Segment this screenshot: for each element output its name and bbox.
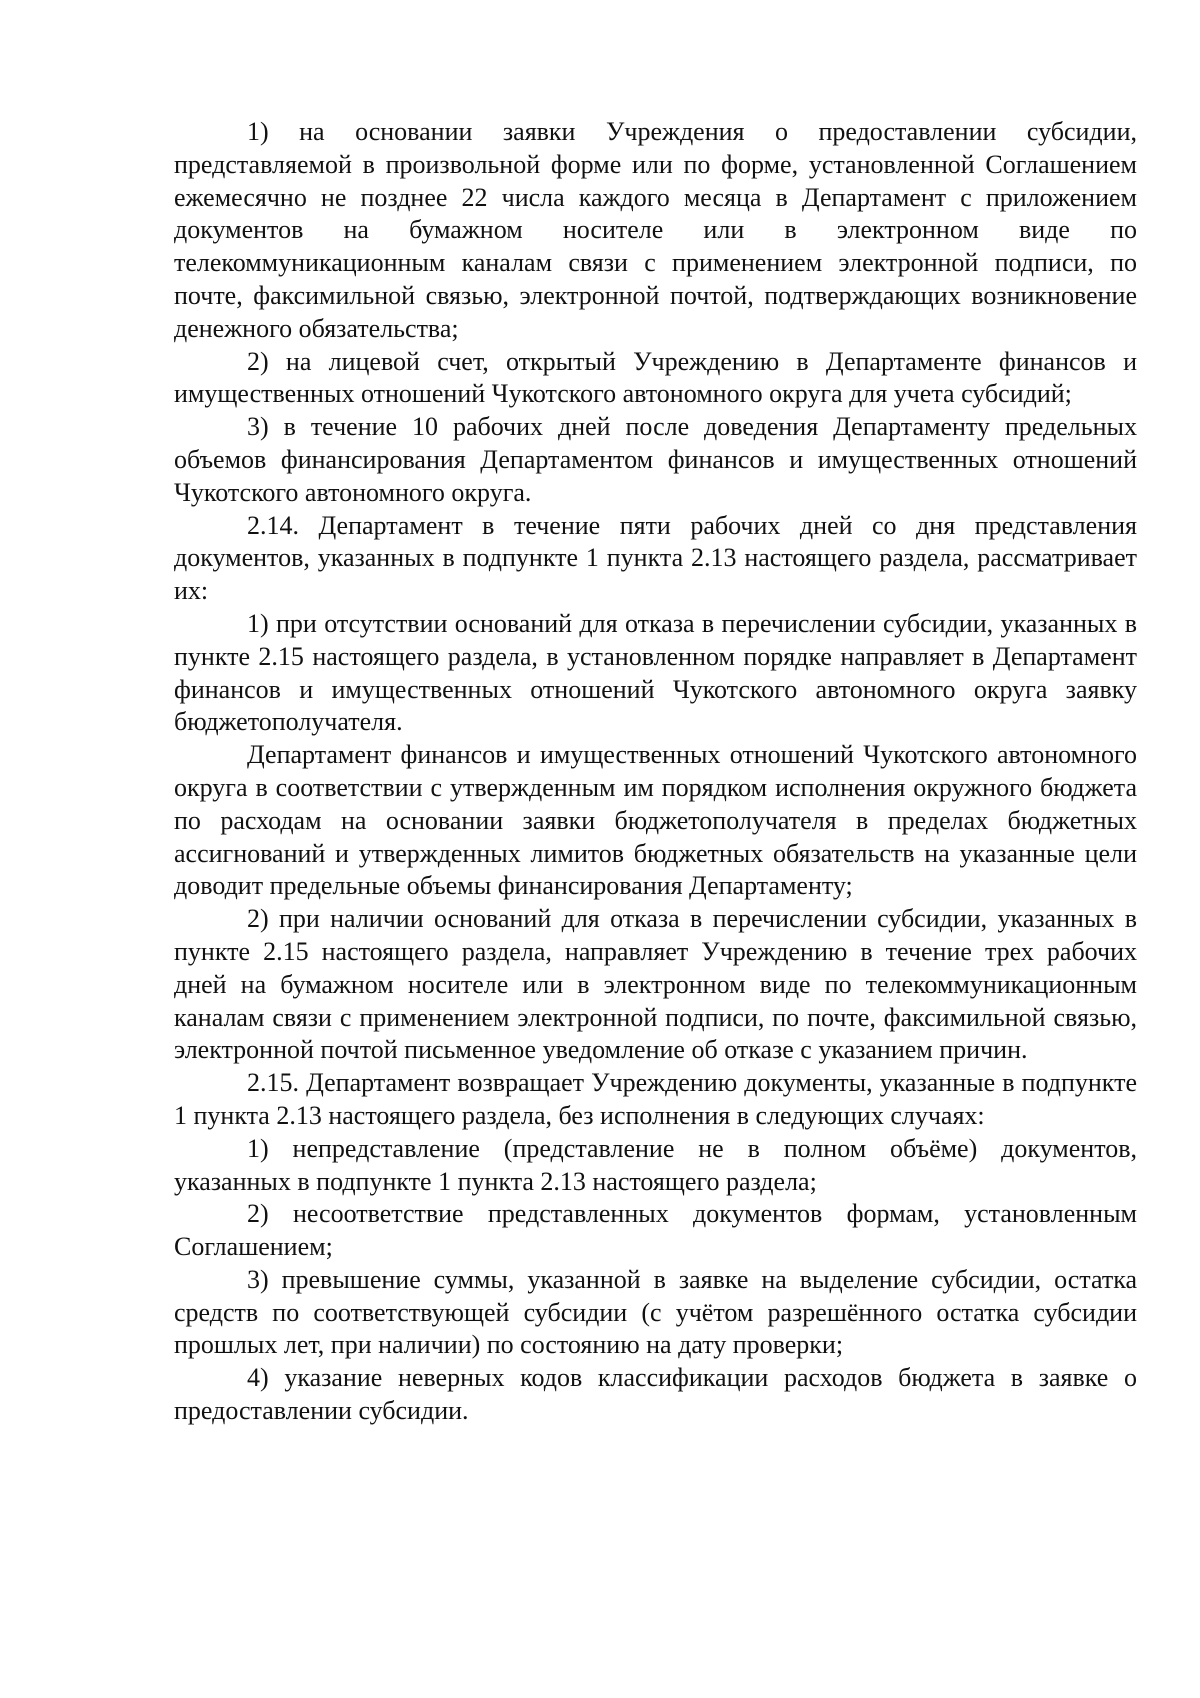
paragraph-refusal-grounds: 2) при наличии оснований для отказа в перечислении субсидии, указанных в пункте 2.15 настоящего раздела, направляет Учреждению в течение трех рабочих дней на бумажном носителе или в электронном виде по телекоммуникационным каналам связи с применением электронной подписи, по почте, факсимильной связью, электронной почтой письменное уведомление об отказе с указанием причин. [174,904,1137,1065]
document-body [174,116,1137,1428]
paragraph-subsidy-request: 1) на основании заявки Учреждения о предоставлении субсидии, представляемой в произвольной форме или по форме, установленной Соглашением ежемесячно не позднее 22 числа каждого месяца в Департамент с приложением документов на бумажном носителе или в электронном виде по телекоммуникационным каналам связи с применением электронной подписи, по почте, факсимильной связью, электронной почтой, подтверждающих возникновение денежного обязательства; [174,117,1137,343]
paragraph-wrong-codes: 4) указание неверных кодов классификации расходов бюджета в заявке о предоставлении субсидии. [174,1363,1137,1426]
paragraph-amount-excess: 3) превышение суммы, указанной в заявке на выделение субсидии, остатка средств по соответствующей субсидии (с учётом разрешённого остатка субсидии прошлых лет, при наличии) по состоянию на дату проверки; [174,1264,1137,1360]
paragraph-non-submission: 1) непредставление (представление не в полном объёме) документов, указанных в подпункте 1 пункта 2.13 настоящего раздела; [174,1133,1137,1196]
paragraph-ten-working-days: 3) в течение 10 рабочих дней после доведения Департаменту предельных объемов финансирования Департаментом финансов и имущественных отношений Чукотского автономного округа. [174,412,1137,507]
paragraph-form-mismatch: 2) несоответствие представленных документов формам, установленным Соглашением; [174,1199,1137,1262]
paragraph-no-refusal-grounds: 1) при отсутствии оснований для отказа в перечислении субсидии, указанных в пункте 2.15 настоящего раздела, в установленном порядке направляет в Департамент финансов и имущественных отношений Чукотского автономного округа заявку бюджетополучателя. [174,608,1137,737]
paragraph-section-2-15: 2.15. Департамент возвращает Учреждению документы, указанные в подпункте 1 пункта 2.13 настоящего раздела, без исполнения в следующих случаях: [174,1068,1137,1130]
paragraph-section-2-14: 2.14. Департамент в течение пяти рабочих дней со дня представления документов, указанных в подпункте 1 пункта 2.13 настоящего раздела, рассматривает их: [174,510,1137,606]
paragraph-personal-account: 2) на лицевой счет, открытый Учреждению в Департаменте финансов и имущественных отношений Чукотского автономного округа для учета субсидий; [174,346,1137,409]
paragraph-finance-department: Департамент финансов и имущественных отношений Чукотского автономного округа в соответствии с утвержденным им порядком исполнения окружного бюджета по расходам на основании заявки бюджетополучателя в пределах бюджетных ассигнований и утвержденных лимитов бюджетных обязательств на указанные цели доводит предельные объемы финансирования Департаменту; [174,740,1137,901]
